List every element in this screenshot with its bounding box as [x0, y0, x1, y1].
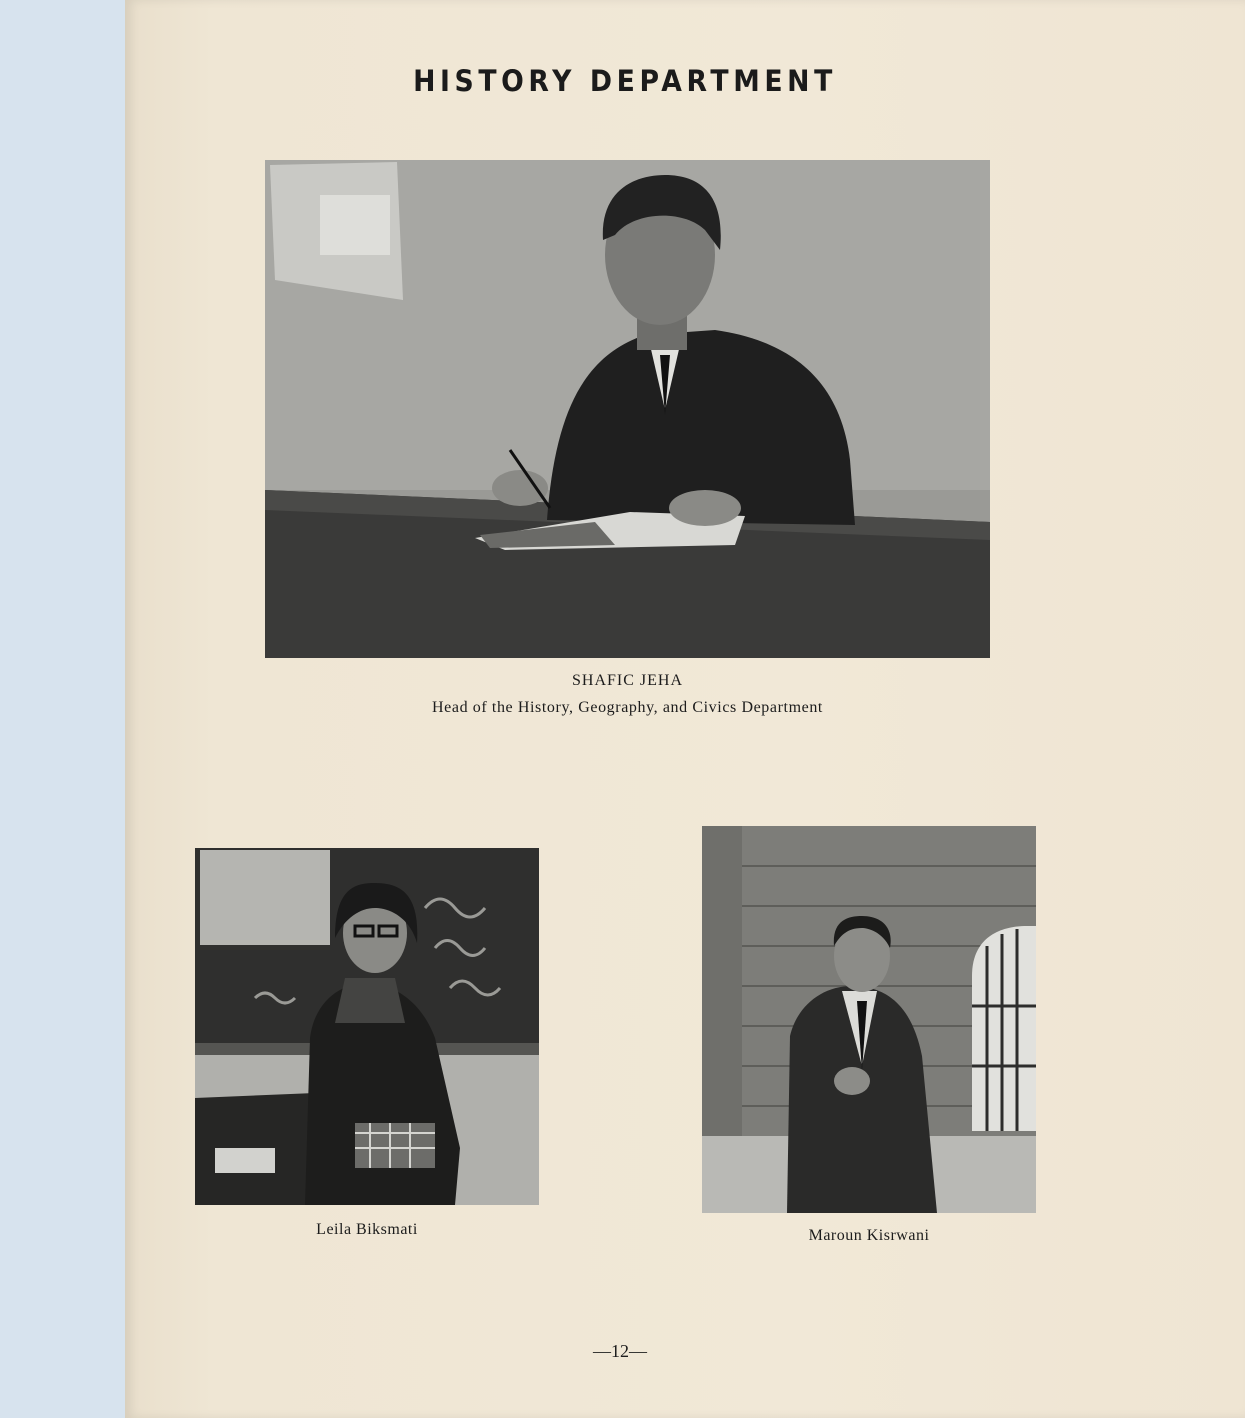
photo-maroun-kisrwani — [702, 826, 1036, 1213]
department-head-title: Head of the History, Geography, and Civics Department — [432, 699, 823, 716]
maroun-kisrwani-caption: Maroun Kisrwani — [808, 1227, 930, 1244]
yearbook-page — [125, 0, 1245, 1418]
photo-leila-biksmati — [195, 848, 539, 1205]
page-heading: HISTORY DEPARTMENT — [413, 64, 837, 98]
page-number: —12— — [593, 1341, 647, 1361]
department-head-name: SHAFIC JEHA — [571, 672, 683, 689]
photo-department-head — [265, 160, 990, 658]
leila-biksmati-caption: Leila Biksmati — [316, 1221, 418, 1238]
